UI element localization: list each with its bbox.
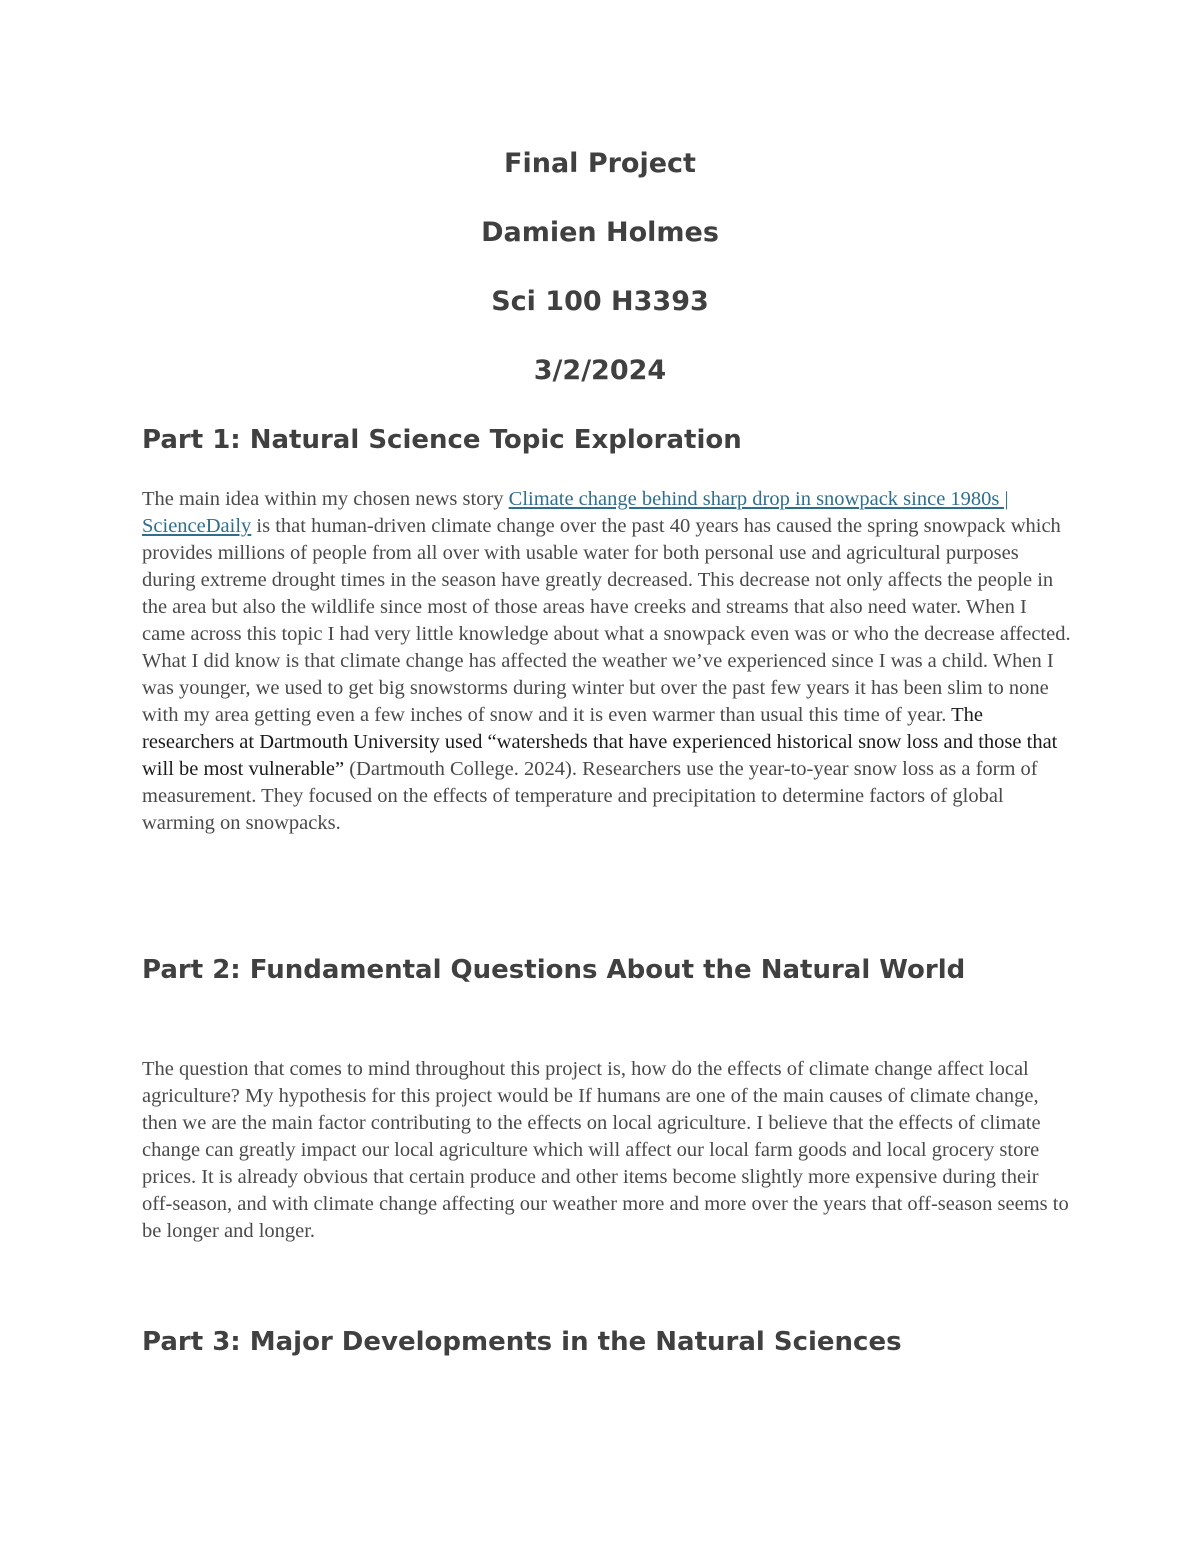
part1-intro: The main idea within my chosen news story xyxy=(142,488,509,510)
news-story-link[interactable]: Climate change behind sharp drop in snowpack since 1980s | ScienceDaily xyxy=(142,488,1009,537)
document-title: Final Project xyxy=(504,148,696,179)
course-code: Sci 100 H3393 xyxy=(491,286,709,317)
document-date: 3/2/2024 xyxy=(533,355,667,386)
part1-quote: The researchers at Dartmouth University used “watersheds that have experienced historical snow loss and those that will be most vulnerable” xyxy=(142,704,1058,780)
part3-heading: Part 3: Major Developments in the Natural Sciences xyxy=(142,1327,902,1357)
part2-paragraph: The question that comes to mind throughout this project is, how do the effects of climate change affect local agriculture? My hypothesis for this project would be If humans are one of the main causes of climate change, then we are the main factor contributing to the effects on local agriculture. I believe that the effects of climate change can greatly impact our local agriculture which will affect our local farm goods and local grocery store prices. It is already obvious that certain produce and other items become slightly more expensive during their off-season, and with climate change affecting our weather more and more over the years that off-season seems to be longer and longer. xyxy=(142,1058,1069,1242)
part1-body-c: (Dartmouth College. 2024). Researchers use the year-to-year snow loss as a form of measurement. They focused on the effects of temperature and precipitation to determine factors of global warming on snowpacks. xyxy=(142,758,1038,834)
part1-body-a: is that human-driven climate change over the past 40 years has caused the spring snowpack which provides millions of people from all over with usable water for both personal use and agricultural purposes during extreme drought times in the season have greatly decreased. This decrease not only affects the people in the area but also the wildlife since most of those areas have creeks and streams that also need water. When I came across this topic I had very little knowledge about what a snowpack even was or who the decrease affected. What I did know is that climate change has affected the weather we’ve experienced since I was a child. When I was younger, we used to get big snowstorms during winter but over the past few years it has been slim to none with my area getting even a few inches of snow and it is even warmer than usual this time of year. xyxy=(142,515,1071,726)
part2-heading: Part 2: Fundamental Questions About the Natural World xyxy=(142,955,966,985)
author-name: Damien Holmes xyxy=(481,217,719,248)
part1-paragraph xyxy=(142,486,1072,837)
part1-heading: Part 1: Natural Science Topic Exploration xyxy=(142,425,742,455)
